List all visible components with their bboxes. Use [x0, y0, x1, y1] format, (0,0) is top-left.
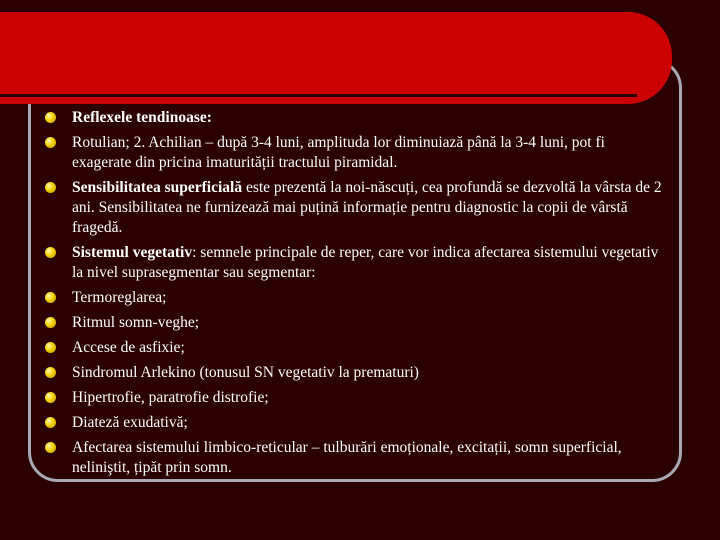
list-item	[45, 388, 665, 408]
item-bold-text: Reflexele tendinoase:	[72, 109, 212, 126]
item-bold-text: Sistemul vegetativ	[72, 244, 193, 261]
item-text: Rotulian; 2. Achilian – după 3-4 luni, amplituda lor diminuiază până la 3-4 luni, pot fi exagerate din pricina imaturității tractului piramidal.	[72, 134, 605, 171]
list-item	[45, 288, 665, 308]
item-text: Hipertrofie, paratrofie distrofie;	[72, 389, 269, 406]
bullet-icon	[45, 417, 56, 428]
item-text: este prezentă la noi-născuți, cea profundă se dezvoltă la vârsta de 2 ani. Sensibilitatea ne furnizează mai puțină informație pentru diagnostic la copii de vârstă fragedă.	[72, 179, 662, 236]
item-text: Termoreglarea;	[72, 289, 167, 306]
item-text: Ritmul somn-veghe;	[72, 314, 200, 331]
bullet-icon	[45, 112, 56, 123]
bullet-icon	[45, 247, 56, 258]
bullet-list	[45, 108, 665, 483]
item-text: Afectarea sistemului limbico-reticular – tulburări emoționale, excitații, somn superficial, neliniştit, țipăt prin somn.	[72, 439, 622, 476]
list-item	[45, 438, 665, 478]
bullet-icon	[45, 342, 56, 353]
bullet-icon	[45, 367, 56, 378]
item-text: : semnele principale de reper, care vor indica afectarea sistemului vegetativ la nivel suprasegmentar sau segmentar:	[72, 244, 659, 281]
item-bold-text: Sensibilitatea superficială	[72, 179, 243, 196]
list-item	[45, 133, 665, 173]
bullet-icon	[45, 392, 56, 403]
list-item	[45, 178, 665, 238]
bullet-icon	[45, 317, 56, 328]
bullet-icon	[45, 137, 56, 148]
title-banner	[0, 12, 672, 104]
list-item	[45, 243, 665, 283]
bullet-icon	[45, 292, 56, 303]
list-item	[45, 313, 665, 333]
item-text: Accese de asfixie;	[72, 339, 185, 356]
list-item	[45, 363, 665, 383]
bullet-icon	[45, 182, 56, 193]
banner-divider	[0, 94, 637, 97]
list-item	[45, 338, 665, 358]
list-item	[45, 413, 665, 433]
item-text: Diateză exudativă;	[72, 414, 188, 431]
bullet-icon	[45, 442, 56, 453]
list-item	[45, 108, 665, 128]
item-text: Sindromul Arlekino (tonusul SN vegetativ la prematuri)	[72, 364, 419, 381]
